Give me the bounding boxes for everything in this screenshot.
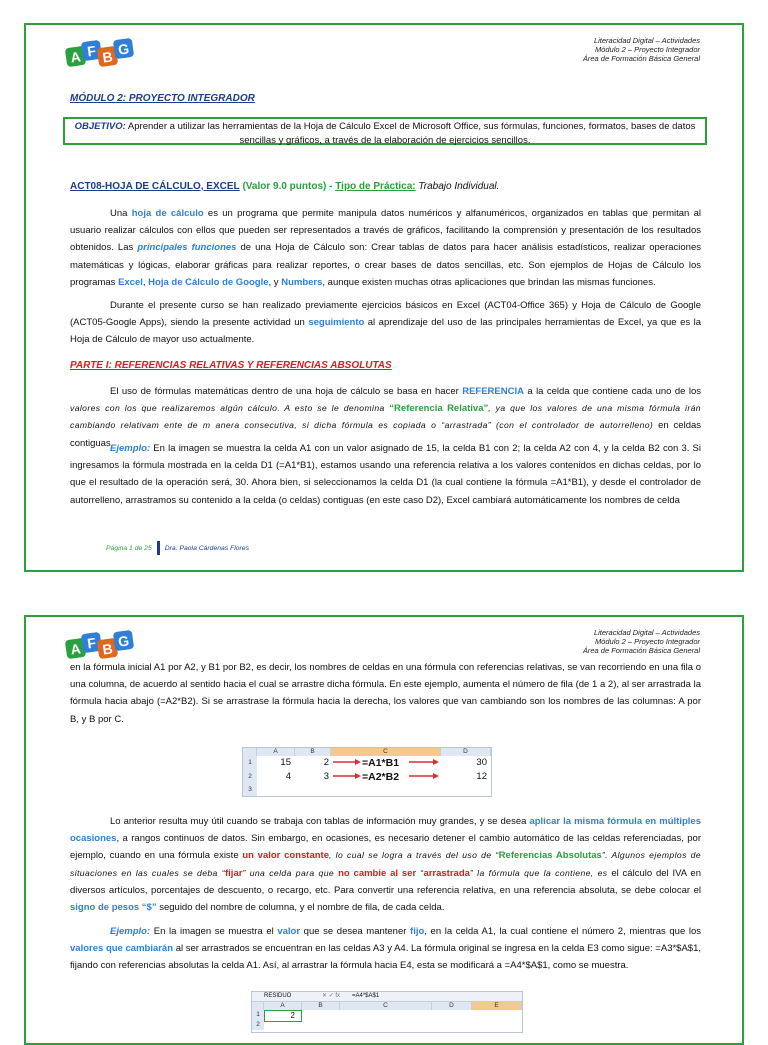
cell-a1: 2: [264, 1010, 302, 1022]
objective-text: Aprender a utilizar las herramientas de la Hoja de Cálculo Excel de Microsoft Office, sus fórmulas, funciones, formatos, bases de datos sencillas y gráficos, a través de la elaboración de ejercicios sencillos.: [127, 121, 696, 146]
header-line: Área de Formación Básica General: [582, 53, 700, 63]
footer-author: Dra. Paola Cárdenas Flores: [164, 544, 249, 552]
objective-box: [63, 117, 707, 145]
afbg-logo: [66, 627, 136, 663]
keyword: Excel: [118, 276, 143, 288]
name-box: RESIDUO: [264, 993, 292, 999]
row-header: 2: [252, 1020, 264, 1030]
logo-letter-a: A: [65, 638, 86, 659]
keyword: arrastrada: [423, 867, 470, 879]
part-title: PARTE I: REFERENCIAS RELATIVAS Y REFERENCIAS ABSOLUTAS: [70, 360, 392, 371]
page-header: [583, 629, 700, 655]
keyword: principales funciones: [137, 242, 237, 254]
keyword: aplicar la misma fórmula en múltiples ocasiones: [70, 816, 701, 845]
logo-letter-b: B: [97, 638, 118, 659]
column-header: A: [257, 748, 295, 756]
column-header: B: [295, 748, 331, 756]
header-line: Literacidad Digital – Actividades: [593, 628, 700, 637]
paragraph-absolute-example: Ejemplo: En la imagen se muestra el valor que se desea mantener fijo, en la celda A1, la cual contiene el número 2, mientras que los valores que cambiarán al ser arrastrados se encuentran en las celdas A3 y A4. La fórmula original se ingresa en la celda E3 como sigue: =A3*$A$1, fijando con referencias absolutas la celda A1. Así, al arrastrar la fórmula hacia E4, esta se modificará a =A4*$A$1, como se muestra.: [70, 926, 702, 972]
keyword: Numbers: [281, 276, 323, 288]
paragraph-continuation: en la fórmula inicial A1 por A2, y B1 por B2, es decir, los nombres de celdas en una fórmula con referencias relativas, se van recorriendo en una fila o una columna, de acuerdo al sentido hacia el cual se arrastre dicha fórmula. En este ejemplo, aumenta el número de fila (de 1 a 2), al ser arrastrada la fórmula hacia abajo (=A2*B2). Si se arrastrase la fórmula hacia la derecha, los valores que van cambiando son los nombres de las columnas: A por B, y B por C.: [70, 662, 701, 725]
keyword: fijo: [410, 926, 425, 937]
paragraph-example: Ejemplo: En la imagen se muestra la celda A1 con un valor asignado de 15, la celda B1 con 2; la celda A2 con 4, y la celda B2 con 3. Si ingresamos la fórmula mostrada en la celda D1 (=A1*B1), estamos usando una referencia relativa a los valores contenidos en dichas celdas, por lo que el resultado de la operación será, 30. Ahora bien, si seleccionamos la celda D1 (la cual contiene la fórmula =A1*B1), y desde el controlador de autorrelleno, arrastramos su contenido a la celda (o celdas) contiguas (en este caso D2), Excel cambiará automáticamente los nombres de celda: [70, 443, 701, 506]
keyword: Ejemplo:: [110, 443, 151, 454]
keyword: hoja de cálculo: [131, 208, 204, 219]
paragraph-course-context: Durante el presente curso se han realizado previamente ejercicios básicos en Excel (ACT04-Office 365) y Hoja de Cálculo de Google (ACT05-Google Apps), siendo la presente actividad un seguimiento al aprendizaje del uso de las principales herramientas de Excel, ya que es la Hoja de Cálculo de mayor uso actualmente.: [70, 300, 701, 346]
footer-divider: [157, 541, 160, 555]
formula-c2: =A2*B2: [362, 771, 400, 783]
paragraph-relative-reference: El uso de fórmulas matemáticas dentro de una hoja de cálculo se basa en hacer REFERENCIA a la celda que contiene cada uno de los valores con los que realizaremos algún cálculo. A esto se le denomina “Referencia Relativa”, ya que los valores de una misma fórmula irán cambiando relativam ente de m anera consecutiva, si dicha fórmula es copiada o “arrastrada” (con el controlador de autorrelleno) en celdas contiguas.: [70, 386, 702, 449]
objective-label: OBJETIVO:: [74, 121, 126, 132]
sheet-corner: [243, 748, 257, 756]
activity-type: Trabajo Individual.: [418, 181, 500, 192]
activity-name: ACT08-HOJA DE CÁLCULO, EXCEL: [70, 181, 240, 192]
keyword: Ejemplo:: [110, 926, 151, 937]
keyword: fijar: [225, 867, 243, 879]
page-header: [583, 37, 700, 63]
row-header: 3: [243, 784, 257, 796]
cell-a2: 4: [285, 771, 291, 782]
column-header: D: [441, 748, 491, 756]
row-header: 1: [252, 1010, 264, 1020]
column-header: E: [472, 1002, 522, 1010]
module-title: MÓDULO 2: PROYECTO INTEGRADOR: [70, 93, 255, 104]
activity-title: [70, 181, 499, 192]
keyword: signo de pesos “$”: [70, 902, 157, 914]
activity-value: (Valor 9.0 puntos) -: [242, 181, 333, 192]
arrow-head: [433, 759, 439, 765]
activity-type-label: Tipo de Práctica:: [335, 181, 416, 192]
keyword: valor: [277, 926, 301, 937]
arrow-head: [355, 759, 361, 765]
spreadsheet-relative-example: [242, 747, 492, 797]
row-header: 2: [243, 770, 257, 784]
column-header: B: [302, 1002, 340, 1010]
header-line: Módulo 2 – Proyecto Integrador: [594, 44, 700, 54]
keyword: “Referencia Relativa”: [389, 403, 489, 415]
page-footer: [106, 541, 249, 555]
column-header: D: [432, 1002, 472, 1010]
sheet-corner: [252, 1002, 264, 1010]
page-number: Página 1 de 25: [106, 544, 152, 552]
keyword: seguimiento: [308, 317, 365, 329]
logo-letter-f: F: [81, 632, 102, 653]
logo-letter-f: F: [81, 40, 102, 61]
header-line: Área de Formación Básica General: [582, 645, 700, 655]
keyword: Hoja de Cálculo de Google: [148, 276, 269, 288]
document-page-1: [24, 23, 744, 572]
keyword: Referencias Absolutas: [498, 850, 602, 862]
arrow-head: [355, 773, 361, 779]
logo-letter-a: A: [65, 46, 86, 67]
logo-letter-b: B: [97, 46, 118, 67]
keyword: REFERENCIA: [462, 386, 524, 397]
arrow-head: [433, 773, 439, 779]
afbg-logo: [66, 35, 136, 71]
cell-a1: 15: [280, 757, 291, 768]
keyword: no cambie al ser: [338, 867, 417, 879]
spreadsheet-absolute-example: [251, 991, 523, 1033]
column-header: A: [264, 1002, 302, 1010]
cell-d2: 12: [476, 771, 487, 782]
row-header: 1: [243, 756, 257, 770]
logo-letter-g: G: [113, 38, 134, 59]
keyword: valores que cambiarán: [70, 943, 174, 955]
logo-letter-g: G: [113, 630, 134, 651]
cell-b1: 2: [323, 757, 329, 768]
header-line: Literacidad Digital – Actividades: [593, 36, 700, 45]
formula-bar: [252, 992, 522, 1002]
header-line: Módulo 2 – Proyecto Integrador: [594, 636, 700, 646]
cell-d1: 30: [476, 757, 487, 768]
formula-c1: =A1*B1: [362, 757, 400, 769]
cell-b2: 3: [323, 771, 329, 782]
column-header: C: [340, 1002, 432, 1010]
paragraph-absolute-reference: Lo anterior resulta muy útil cuando se trabaja con tablas de información muy grandes, y se desea aplicar la misma fórmula en múltiples ocasiones, a rangos continuos de datos. Sin embargo, en ocasiones, es necesario detener el cambio automático de las celdas referenciadas, por ejemplo, cuando en una fórmula existe un valor constante, lo cual se logra a través del uso de “Referencias Absolutas”. Algunos ejemplos de situaciones en las cuales se deba “fijar” una celda para que no cambie al ser “arrastrada” la fórmula que la contiene, es el cálculo del IVA en diversos artículos, porcentajes de descuento, o recargo, etc. Para convertir una referencia relativa, en una referencia absoluta, se debe colocar el signo de pesos “$” seguido del nombre de columna, y el nombre de fila, de cada celda.: [70, 816, 701, 914]
fx-icon: ✕ ✓ fx: [322, 993, 341, 999]
paragraph-spreadsheet-intro: Una hoja de cálculo es un programa que permite manipula datos numéricos y alfanuméricos, organizados en tablas que permitan al usuario realizar cálculos con ellos que pueden ser representados a través de gráficos, facilitando la comprensión y presentación de los resultados obtenidos. Las principales funciones de una Hoja de Cálculo son: Crear tablas de datos para hacer análisis estadísticos, realizar operaciones matemáticas y lógicas, elaborar gráficas para realizar reportes, o crear bases de datos sencillas, etc. Son ejemplos de Hojas de Cálculo los programas Excel, Hoja de Cálculo de Google, y Numbers, aunque existen muchas otras aplicaciones que brindan las mismas funciones.: [70, 208, 701, 288]
document-page-2: [24, 615, 744, 1045]
formula-text: =A4*$A$1: [352, 993, 380, 999]
keyword: un valor constante: [242, 850, 329, 862]
column-header: C: [331, 748, 441, 756]
